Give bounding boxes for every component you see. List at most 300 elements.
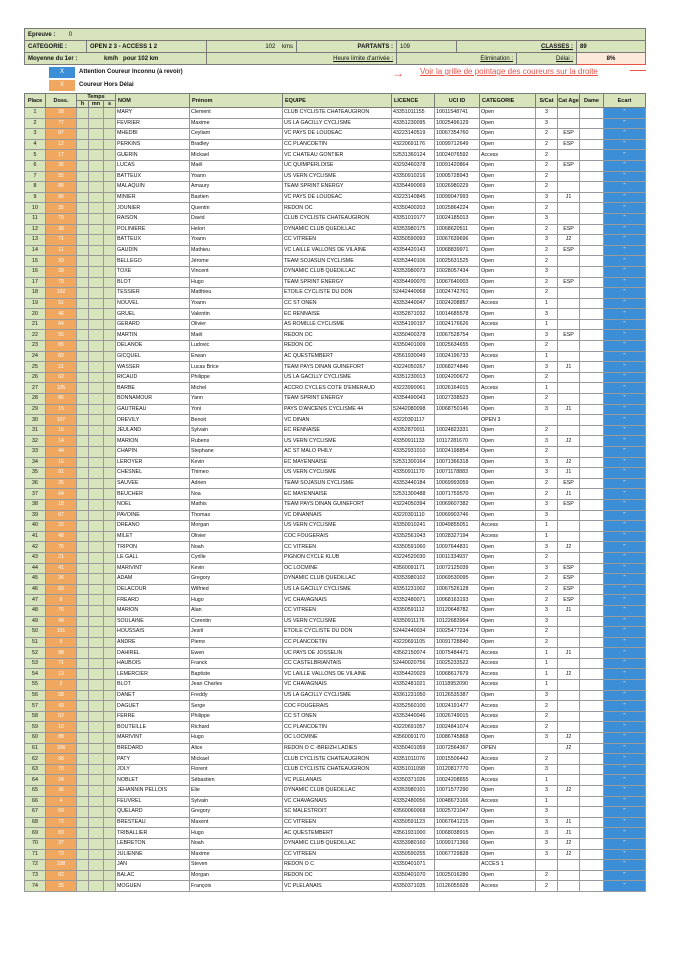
time-s-cell[interactable] — [104, 807, 116, 818]
time-mn-cell[interactable] — [89, 584, 104, 595]
time-mn-cell[interactable] — [89, 838, 104, 849]
time-mn-cell[interactable] — [89, 499, 104, 510]
time-s-cell[interactable] — [104, 224, 116, 235]
table-row[interactable] — [25, 499, 646, 510]
ecart-cell[interactable]: " — [604, 711, 646, 722]
time-s-cell[interactable] — [104, 447, 116, 458]
time-mn-cell[interactable] — [89, 330, 104, 341]
ecart-cell[interactable]: " — [604, 447, 646, 458]
time-h-cell[interactable] — [77, 574, 89, 585]
table-row[interactable] — [25, 108, 646, 119]
time-s-cell[interactable] — [104, 266, 116, 277]
time-mn-cell[interactable] — [89, 415, 104, 426]
time-s-cell[interactable] — [104, 457, 116, 468]
time-h-cell[interactable] — [77, 637, 89, 648]
time-h-cell[interactable] — [77, 828, 89, 839]
delai-value[interactable]: 8% — [577, 53, 646, 65]
time-mn-cell[interactable] — [89, 743, 104, 754]
time-h-cell[interactable] — [77, 616, 89, 627]
ecart-cell[interactable]: " — [604, 235, 646, 246]
table-row[interactable] — [25, 828, 646, 839]
ecart-cell[interactable]: " — [604, 203, 646, 214]
time-s-cell[interactable] — [104, 669, 116, 680]
time-h-cell[interactable] — [77, 584, 89, 595]
ecart-cell[interactable]: " — [604, 129, 646, 140]
time-s-cell[interactable] — [104, 552, 116, 563]
time-h-cell[interactable] — [77, 711, 89, 722]
time-s-cell[interactable] — [104, 372, 116, 383]
time-mn-cell[interactable] — [89, 786, 104, 797]
ecart-cell[interactable]: " — [604, 860, 646, 871]
table-row[interactable] — [25, 129, 646, 140]
ecart-cell[interactable]: " — [604, 764, 646, 775]
time-mn-cell[interactable] — [89, 394, 104, 405]
ecart-cell[interactable]: " — [604, 838, 646, 849]
table-row[interactable] — [25, 415, 646, 426]
table-row[interactable] — [25, 860, 646, 871]
time-h-cell[interactable] — [77, 838, 89, 849]
time-h-cell[interactable] — [77, 658, 89, 669]
table-row[interactable] — [25, 309, 646, 320]
time-h-cell[interactable] — [77, 743, 89, 754]
time-h-cell[interactable] — [77, 807, 89, 818]
ecart-cell[interactable]: " — [604, 298, 646, 309]
table-row[interactable] — [25, 510, 646, 521]
time-s-cell[interactable] — [104, 468, 116, 479]
table-row[interactable] — [25, 796, 646, 807]
time-mn-cell[interactable] — [89, 447, 104, 458]
table-row[interactable] — [25, 171, 646, 182]
time-h-cell[interactable] — [77, 605, 89, 616]
table-row[interactable] — [25, 192, 646, 203]
table-row[interactable] — [25, 817, 646, 828]
ecart-cell[interactable]: " — [604, 277, 646, 288]
time-mn-cell[interactable] — [89, 711, 104, 722]
time-h-cell[interactable] — [77, 372, 89, 383]
time-h-cell[interactable] — [77, 860, 89, 871]
ecart-cell[interactable]: " — [604, 637, 646, 648]
table-row[interactable] — [25, 658, 646, 669]
table-row[interactable] — [25, 584, 646, 595]
time-s-cell[interactable] — [104, 108, 116, 119]
ecart-cell[interactable]: " — [604, 775, 646, 786]
ecart-cell[interactable]: " — [604, 796, 646, 807]
ecart-cell[interactable]: " — [604, 362, 646, 373]
time-mn-cell[interactable] — [89, 118, 104, 129]
ecart-cell[interactable]: " — [604, 489, 646, 500]
time-s-cell[interactable] — [104, 786, 116, 797]
time-mn-cell[interactable] — [89, 489, 104, 500]
table-row[interactable] — [25, 574, 646, 585]
time-mn-cell[interactable] — [89, 733, 104, 744]
time-h-cell[interactable] — [77, 235, 89, 246]
time-h-cell[interactable] — [77, 192, 89, 203]
ecart-cell[interactable]: " — [604, 658, 646, 669]
time-h-cell[interactable] — [77, 108, 89, 119]
time-mn-cell[interactable] — [89, 139, 104, 150]
time-mn-cell[interactable] — [89, 129, 104, 140]
table-row[interactable] — [25, 531, 646, 542]
time-s-cell[interactable] — [104, 849, 116, 860]
time-h-cell[interactable] — [77, 478, 89, 489]
time-mn-cell[interactable] — [89, 510, 104, 521]
ecart-cell[interactable]: " — [604, 436, 646, 447]
ecart-cell[interactable]: " — [604, 870, 646, 881]
table-row[interactable] — [25, 150, 646, 161]
ecart-cell[interactable]: " — [604, 499, 646, 510]
ecart-cell[interactable]: " — [604, 680, 646, 691]
time-h-cell[interactable] — [77, 849, 89, 860]
ecart-cell[interactable]: " — [604, 404, 646, 415]
ecart-cell[interactable]: " — [604, 574, 646, 585]
time-h-cell[interactable] — [77, 203, 89, 214]
time-mn-cell[interactable] — [89, 627, 104, 638]
time-mn-cell[interactable] — [89, 521, 104, 532]
time-mn-cell[interactable] — [89, 807, 104, 818]
time-h-cell[interactable] — [77, 627, 89, 638]
time-s-cell[interactable] — [104, 150, 116, 161]
time-mn-cell[interactable] — [89, 860, 104, 871]
time-h-cell[interactable] — [77, 786, 89, 797]
table-row[interactable] — [25, 404, 646, 415]
time-s-cell[interactable] — [104, 711, 116, 722]
table-row[interactable] — [25, 372, 646, 383]
table-row[interactable] — [25, 669, 646, 680]
time-mn-cell[interactable] — [89, 108, 104, 119]
time-h-cell[interactable] — [77, 881, 89, 892]
ecart-cell[interactable]: " — [604, 309, 646, 320]
ecart-cell[interactable]: " — [604, 213, 646, 224]
time-h-cell[interactable] — [77, 245, 89, 256]
table-row[interactable] — [25, 605, 646, 616]
time-mn-cell[interactable] — [89, 648, 104, 659]
time-mn-cell[interactable] — [89, 266, 104, 277]
ecart-cell[interactable]: " — [604, 182, 646, 193]
table-row[interactable] — [25, 478, 646, 489]
table-row[interactable] — [25, 870, 646, 881]
ecart-cell[interactable]: " — [604, 627, 646, 638]
time-h-cell[interactable] — [77, 552, 89, 563]
time-s-cell[interactable] — [104, 182, 116, 193]
time-mn-cell[interactable] — [89, 457, 104, 468]
time-h-cell[interactable] — [77, 648, 89, 659]
time-h-cell[interactable] — [77, 266, 89, 277]
time-h-cell[interactable] — [77, 754, 89, 765]
time-s-cell[interactable] — [104, 870, 116, 881]
ecart-cell[interactable]: " — [604, 521, 646, 532]
ecart-cell[interactable]: " — [604, 457, 646, 468]
table-row[interactable] — [25, 849, 646, 860]
time-s-cell[interactable] — [104, 531, 116, 542]
table-row[interactable] — [25, 213, 646, 224]
time-s-cell[interactable] — [104, 860, 116, 871]
ecart-cell[interactable]: " — [604, 605, 646, 616]
ecart-cell[interactable]: " — [604, 849, 646, 860]
time-h-cell[interactable] — [77, 457, 89, 468]
ecart-cell[interactable]: " — [604, 531, 646, 542]
time-mn-cell[interactable] — [89, 690, 104, 701]
time-mn-cell[interactable] — [89, 288, 104, 299]
time-mn-cell[interactable] — [89, 764, 104, 775]
time-h-cell[interactable] — [77, 468, 89, 479]
time-mn-cell[interactable] — [89, 552, 104, 563]
time-h-cell[interactable] — [77, 447, 89, 458]
time-h-cell[interactable] — [77, 394, 89, 405]
table-row[interactable] — [25, 616, 646, 627]
time-h-cell[interactable] — [77, 563, 89, 574]
time-mn-cell[interactable] — [89, 828, 104, 839]
time-s-cell[interactable] — [104, 298, 116, 309]
time-mn-cell[interactable] — [89, 563, 104, 574]
table-row[interactable] — [25, 235, 646, 246]
ecart-cell[interactable]: " — [604, 372, 646, 383]
time-s-cell[interactable] — [104, 658, 116, 669]
time-s-cell[interactable] — [104, 542, 116, 553]
time-s-cell[interactable] — [104, 764, 116, 775]
time-s-cell[interactable] — [104, 627, 116, 638]
time-mn-cell[interactable] — [89, 182, 104, 193]
ecart-cell[interactable]: " — [604, 754, 646, 765]
table-row[interactable] — [25, 457, 646, 468]
table-row[interactable] — [25, 690, 646, 701]
ecart-cell[interactable]: " — [604, 468, 646, 479]
time-h-cell[interactable] — [77, 510, 89, 521]
time-mn-cell[interactable] — [89, 531, 104, 542]
ecart-cell[interactable]: " — [604, 510, 646, 521]
time-mn-cell[interactable] — [89, 658, 104, 669]
time-mn-cell[interactable] — [89, 605, 104, 616]
table-row[interactable] — [25, 266, 646, 277]
table-row[interactable] — [25, 881, 646, 892]
time-s-cell[interactable] — [104, 160, 116, 171]
time-mn-cell[interactable] — [89, 298, 104, 309]
time-mn-cell[interactable] — [89, 616, 104, 627]
table-row[interactable] — [25, 139, 646, 150]
time-mn-cell[interactable] — [89, 341, 104, 352]
time-s-cell[interactable] — [104, 563, 116, 574]
time-mn-cell[interactable] — [89, 213, 104, 224]
time-s-cell[interactable] — [104, 415, 116, 426]
ecart-cell[interactable]: " — [604, 807, 646, 818]
table-row[interactable] — [25, 711, 646, 722]
table-row[interactable] — [25, 648, 646, 659]
time-mn-cell[interactable] — [89, 722, 104, 733]
ecart-cell[interactable]: " — [604, 394, 646, 405]
time-mn-cell[interactable] — [89, 881, 104, 892]
time-s-cell[interactable] — [104, 881, 116, 892]
table-row[interactable] — [25, 701, 646, 712]
time-mn-cell[interactable] — [89, 870, 104, 881]
time-h-cell[interactable] — [77, 404, 89, 415]
time-h-cell[interactable] — [77, 521, 89, 532]
time-s-cell[interactable] — [104, 817, 116, 828]
ecart-cell[interactable]: " — [604, 118, 646, 129]
table-row[interactable] — [25, 552, 646, 563]
ecart-cell[interactable]: " — [604, 192, 646, 203]
time-s-cell[interactable] — [104, 129, 116, 140]
time-h-cell[interactable] — [77, 764, 89, 775]
ecart-cell[interactable]: " — [604, 478, 646, 489]
time-s-cell[interactable] — [104, 203, 116, 214]
time-h-cell[interactable] — [77, 118, 89, 129]
time-h-cell[interactable] — [77, 690, 89, 701]
time-mn-cell[interactable] — [89, 775, 104, 786]
time-h-cell[interactable] — [77, 309, 89, 320]
time-s-cell[interactable] — [104, 595, 116, 606]
ecart-cell[interactable]: " — [604, 224, 646, 235]
time-s-cell[interactable] — [104, 754, 116, 765]
time-h-cell[interactable] — [77, 722, 89, 733]
table-row[interactable] — [25, 775, 646, 786]
table-row[interactable] — [25, 351, 646, 362]
time-mn-cell[interactable] — [89, 796, 104, 807]
ecart-cell[interactable]: " — [604, 108, 646, 119]
table-row[interactable] — [25, 521, 646, 532]
time-h-cell[interactable] — [77, 595, 89, 606]
time-h-cell[interactable] — [77, 383, 89, 394]
table-row[interactable] — [25, 563, 646, 574]
time-h-cell[interactable] — [77, 277, 89, 288]
time-mn-cell[interactable] — [89, 351, 104, 362]
time-h-cell[interactable] — [77, 288, 89, 299]
table-row[interactable] — [25, 182, 646, 193]
time-s-cell[interactable] — [104, 277, 116, 288]
time-s-cell[interactable] — [104, 828, 116, 839]
time-s-cell[interactable] — [104, 701, 116, 712]
table-row[interactable] — [25, 160, 646, 171]
time-h-cell[interactable] — [77, 415, 89, 426]
time-mn-cell[interactable] — [89, 362, 104, 373]
ecart-cell[interactable]: " — [604, 415, 646, 426]
table-row[interactable] — [25, 722, 646, 733]
ecart-cell[interactable]: " — [604, 171, 646, 182]
time-h-cell[interactable] — [77, 680, 89, 691]
ecart-cell[interactable]: " — [604, 817, 646, 828]
time-mn-cell[interactable] — [89, 701, 104, 712]
time-h-cell[interactable] — [77, 733, 89, 744]
time-mn-cell[interactable] — [89, 669, 104, 680]
time-s-cell[interactable] — [104, 256, 116, 267]
time-h-cell[interactable] — [77, 436, 89, 447]
time-s-cell[interactable] — [104, 584, 116, 595]
ecart-cell[interactable]: " — [604, 786, 646, 797]
ecart-cell[interactable]: " — [604, 669, 646, 680]
time-mn-cell[interactable] — [89, 425, 104, 436]
time-s-cell[interactable] — [104, 394, 116, 405]
ecart-cell[interactable]: " — [604, 330, 646, 341]
time-s-cell[interactable] — [104, 171, 116, 182]
ecart-cell[interactable]: " — [604, 743, 646, 754]
time-h-cell[interactable] — [77, 319, 89, 330]
time-mn-cell[interactable] — [89, 319, 104, 330]
time-h-cell[interactable] — [77, 139, 89, 150]
time-mn-cell[interactable] — [89, 372, 104, 383]
time-s-cell[interactable] — [104, 192, 116, 203]
time-s-cell[interactable] — [104, 319, 116, 330]
time-s-cell[interactable] — [104, 796, 116, 807]
time-s-cell[interactable] — [104, 510, 116, 521]
time-mn-cell[interactable] — [89, 309, 104, 320]
table-row[interactable] — [25, 245, 646, 256]
table-row[interactable] — [25, 330, 646, 341]
time-h-cell[interactable] — [77, 542, 89, 553]
time-mn-cell[interactable] — [89, 404, 104, 415]
time-s-cell[interactable] — [104, 330, 116, 341]
ecart-cell[interactable]: " — [604, 341, 646, 352]
time-h-cell[interactable] — [77, 351, 89, 362]
ecart-cell[interactable]: " — [604, 722, 646, 733]
time-mn-cell[interactable] — [89, 595, 104, 606]
table-row[interactable] — [25, 394, 646, 405]
time-s-cell[interactable] — [104, 499, 116, 510]
ecart-cell[interactable]: " — [604, 425, 646, 436]
time-s-cell[interactable] — [104, 722, 116, 733]
time-h-cell[interactable] — [77, 256, 89, 267]
ecart-cell[interactable]: " — [604, 881, 646, 892]
time-s-cell[interactable] — [104, 383, 116, 394]
ecart-cell[interactable]: " — [604, 383, 646, 394]
table-row[interactable] — [25, 754, 646, 765]
time-h-cell[interactable] — [77, 171, 89, 182]
time-h-cell[interactable] — [77, 531, 89, 542]
time-s-cell[interactable] — [104, 351, 116, 362]
ecart-cell[interactable]: " — [604, 351, 646, 362]
time-s-cell[interactable] — [104, 680, 116, 691]
time-mn-cell[interactable] — [89, 224, 104, 235]
time-mn-cell[interactable] — [89, 478, 104, 489]
time-s-cell[interactable] — [104, 425, 116, 436]
table-row[interactable] — [25, 341, 646, 352]
ecart-cell[interactable]: " — [604, 701, 646, 712]
time-h-cell[interactable] — [77, 330, 89, 341]
table-row[interactable] — [25, 838, 646, 849]
table-row[interactable] — [25, 288, 646, 299]
time-mn-cell[interactable] — [89, 150, 104, 161]
time-s-cell[interactable] — [104, 616, 116, 627]
table-row[interactable] — [25, 383, 646, 394]
time-h-cell[interactable] — [77, 224, 89, 235]
ecart-cell[interactable]: " — [604, 648, 646, 659]
time-s-cell[interactable] — [104, 775, 116, 786]
time-s-cell[interactable] — [104, 213, 116, 224]
time-mn-cell[interactable] — [89, 245, 104, 256]
time-s-cell[interactable] — [104, 404, 116, 415]
time-mn-cell[interactable] — [89, 192, 104, 203]
table-row[interactable] — [25, 489, 646, 500]
table-row[interactable] — [25, 118, 646, 129]
time-s-cell[interactable] — [104, 648, 116, 659]
time-mn-cell[interactable] — [89, 203, 104, 214]
time-h-cell[interactable] — [77, 489, 89, 500]
ecart-cell[interactable]: " — [604, 552, 646, 563]
time-mn-cell[interactable] — [89, 680, 104, 691]
ecart-cell[interactable]: " — [604, 542, 646, 553]
table-row[interactable] — [25, 447, 646, 458]
time-mn-cell[interactable] — [89, 817, 104, 828]
table-row[interactable] — [25, 764, 646, 775]
table-row[interactable] — [25, 637, 646, 648]
time-mn-cell[interactable] — [89, 574, 104, 585]
time-mn-cell[interactable] — [89, 171, 104, 182]
time-s-cell[interactable] — [104, 605, 116, 616]
time-h-cell[interactable] — [77, 182, 89, 193]
time-h-cell[interactable] — [77, 362, 89, 373]
ecart-cell[interactable]: " — [604, 563, 646, 574]
table-row[interactable] — [25, 224, 646, 235]
time-h-cell[interactable] — [77, 669, 89, 680]
table-row[interactable] — [25, 595, 646, 606]
table-row[interactable] — [25, 807, 646, 818]
